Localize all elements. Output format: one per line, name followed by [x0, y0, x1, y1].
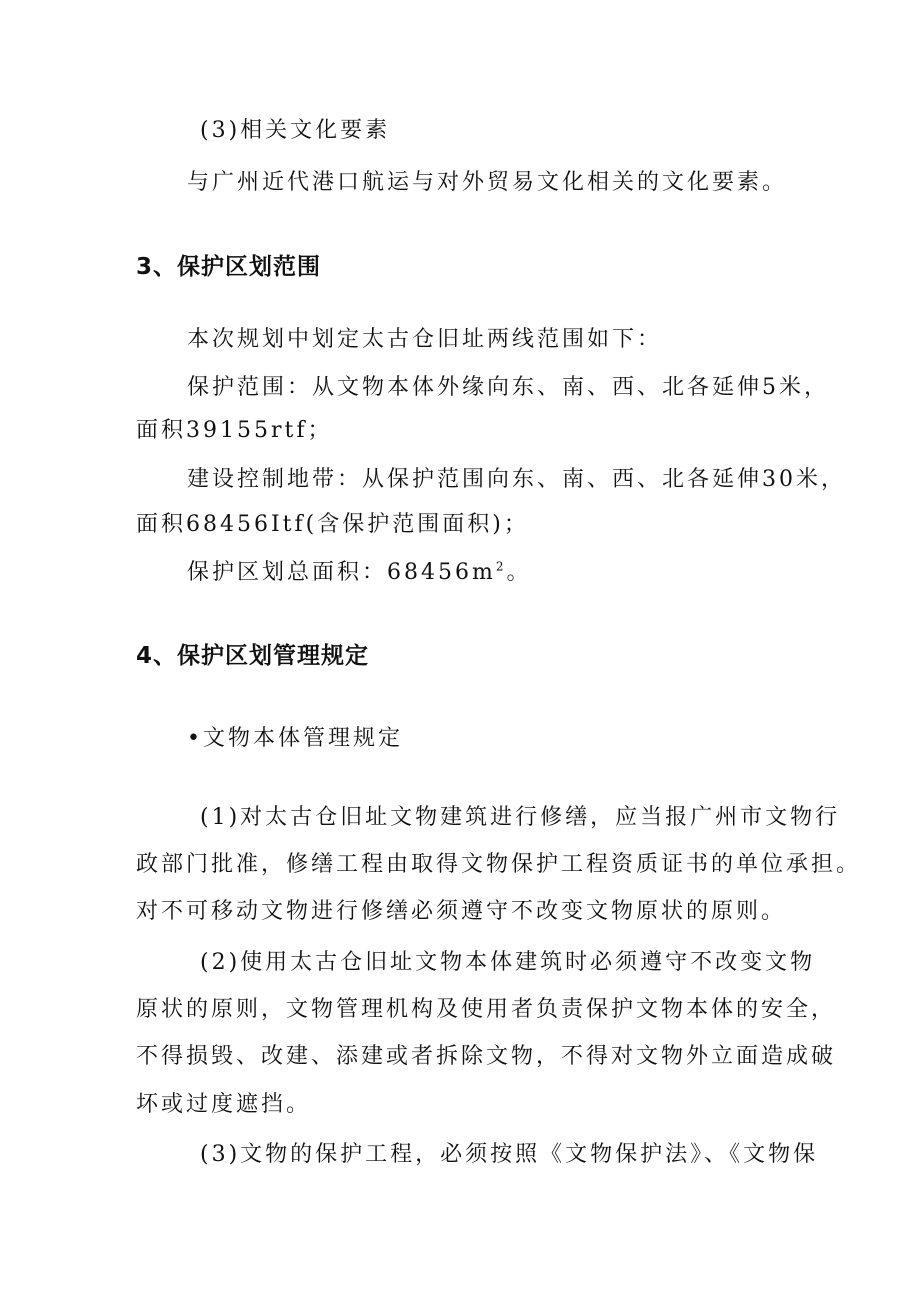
period: 。 — [506, 560, 532, 585]
paragraph-line: (3)文物的保护工程，必须按照《文物保护法》、《文物保 — [200, 1142, 819, 1167]
paragraph-line: 面积68456Itf(含保护范围面积)； — [136, 512, 529, 537]
paragraph-line: 坏或过度遮挡。 — [136, 1092, 312, 1117]
bullet-item: •文物本体管理规定 — [187, 726, 403, 751]
paragraph-line: 原状的原则，文物管理机构及使用者负责保护文物本体的安全， — [136, 997, 837, 1022]
paragraph-line: (2)使用太古仓旧址文物本体建筑时必须遵守不改变文物 — [200, 950, 816, 975]
paragraph-line: 建设控制地带：从保护范围向东、南、西、北各延伸30米， — [187, 467, 846, 492]
paragraph-line: 对不可移动文物进行修缮必须遵守不改变文物原状的原则。 — [136, 899, 787, 924]
paragraph-line: 不得损毁、改建、添建或者拆除文物，不得对文物外立面造成破 — [136, 1044, 837, 1069]
section-heading: 4、保护区划管理规定 — [136, 643, 370, 669]
paragraph-line — [187, 558, 532, 588]
paragraph-line: (1)对太古仓旧址文物建筑进行修缮，应当报广州市文物行 — [200, 805, 841, 830]
paragraph-line: 政部门批准，修缮工程由取得文物保护工程资质证书的单位承担。 — [136, 852, 862, 877]
paragraph-line: 本次规划中划定太古仓旧址两线范围如下： — [187, 327, 663, 352]
superscript: 2 — [495, 559, 507, 574]
subsection-title: (3)相关文化要素 — [200, 118, 391, 143]
paragraph-line: 与广州近代港口航运与对外贸易文化相关的文化要素。 — [187, 170, 788, 195]
section-heading: 3、保护区划范围 — [136, 254, 322, 280]
total-area-text: 保护区划总面积：68456m — [187, 560, 496, 585]
paragraph-line: 保护范围：从文物本体外缘向东、南、西、北各延伸5米， — [187, 375, 829, 400]
paragraph-line: 面积39155rtf； — [136, 418, 333, 443]
